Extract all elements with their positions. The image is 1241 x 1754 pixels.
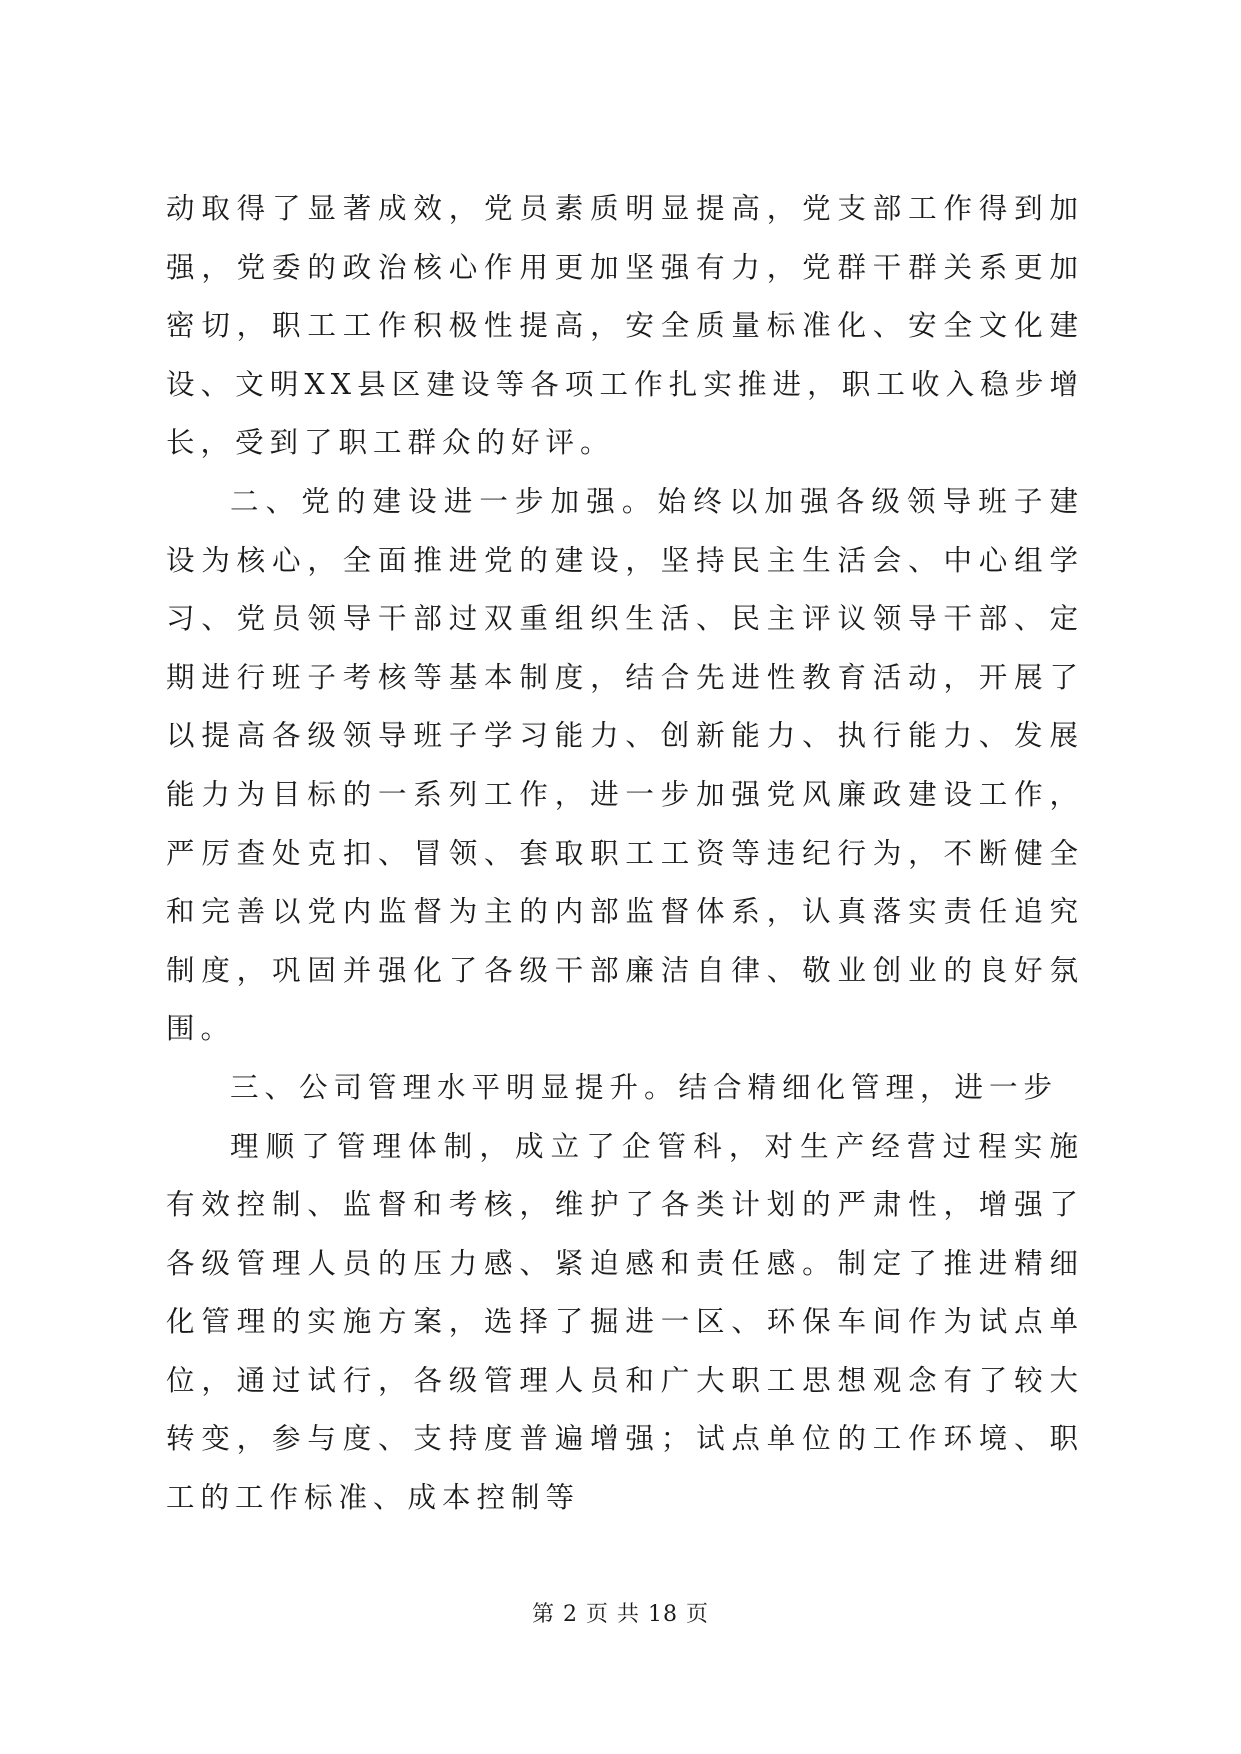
document-body [166,180,1084,1528]
paragraph-3-management-heading: 三、公司管理水平明显提升。结合精细化管理，进一步 [230,1070,1059,1104]
page-number-footer: 第 2 页 共 18 页 [532,1602,709,1627]
paragraph-4-management-detail: 理顺了管理体制，成立了企管科，对生产经营过程实施有效控制、监督和考核，维护了各类计划的严肃性，增强了各级管理人员的压力感、紧迫感和责任感。制定了推进精细化管理的实施方案，选择了掘进一区、环保车间作为试点单位，通过试行，各级管理人员和广大职工思想观念有了较大转变，参与度、支持度普遍增强；试点单位的工作环境、职工的工作标准、成本控制等 [166,1129,1084,1515]
paragraph-2-party-building: 二、党的建设进一步加强。始终以加强各级领导班子建设为核心，全面推进党的建设，坚持民主生活会、中心组学习、党员领导干部过双重组织生活、民主评议领导干部、定期进行班子考核等基本制度，结合先进性教育活动，开展了以提高各级领导班子学习能力、创新能力、执行能力、发展能力为目标的一系列工作，进一步加强党风廉政建设工作，严厉查处克扣、冒领、套取职工工资等违纪行为，不断健全和完善以党内监督为主的内部监督体系，认真落实责任追究制度，巩固并强化了各级干部廉洁自律、敬业创业的良好氛围。 [166,484,1084,1046]
paragraph-1: 动取得了显著成效，党员素质明显提高，党支部工作得到加强，党委的政治核心作用更加坚强有力，党群干群关系更加密切，职工工作积极性提高，安全质量标准化、安全文化建设、文明XX县区建设等各项工作扎实推进，职工收入稳步增长，受到了职工群众的好评。 [166,192,1084,460]
